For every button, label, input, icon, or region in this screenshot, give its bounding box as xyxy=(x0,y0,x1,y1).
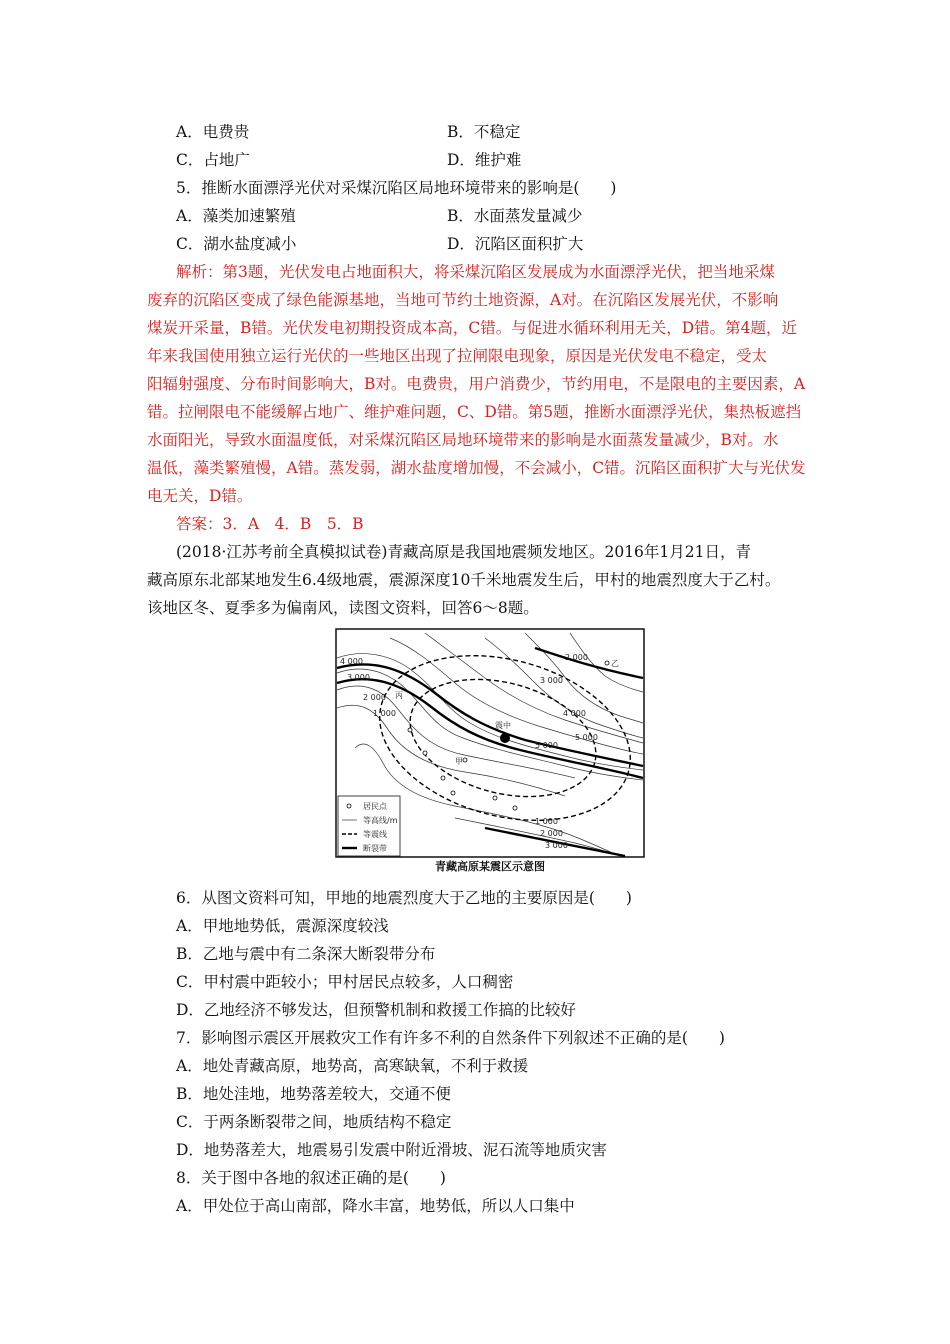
q6-option-c: C．甲村震中距较小；甲村居民点较多，人口稠密 xyxy=(176,973,514,991)
contour-label: 1 000 xyxy=(373,709,396,718)
q7-option-d: D．地势落差大，地震易引发震中附近滑坡、泥石流等地质灾害 xyxy=(176,1141,607,1159)
analysis-line-4: 年来我国使用独立运行光伏的一些地区出现了拉闸限电现象，原因是光伏发电不稳定，受太 xyxy=(147,347,768,365)
analysis-line-8: 温低，藻类繁殖慢，A错。蒸发弱，湖水盐度增加慢，不会减小，C错。沉陷区面积扩大与光伏发 xyxy=(147,459,806,477)
legend-settlement-icon xyxy=(347,804,351,808)
contour-label: 3 000 xyxy=(347,673,370,682)
label-yi: 乙 xyxy=(611,659,619,668)
q8-stem: 8．关于图中各地的叙述正确的是( ) xyxy=(176,1169,446,1187)
contour-label: 2 000 xyxy=(565,653,588,662)
analysis-label: 解析： xyxy=(176,263,223,281)
analysis-line-3: 煤炭开采量，B错。光伏发电初期投资成本高，C错。与促进水循环利用无关，D错。第4题，近 xyxy=(147,319,798,337)
legend-isoseismal: 等震线 xyxy=(363,830,387,839)
map-legend xyxy=(338,796,400,856)
analysis-line-6: 错。拉闸限电不能缓解占地广、维护难问题，C、D错。第5题，推断水面漂浮光伏，集热板遮挡 xyxy=(147,403,802,421)
answer-label: 答案： xyxy=(176,515,223,533)
answer-line xyxy=(176,510,364,538)
contour-label: 2 000 xyxy=(540,829,563,838)
intro-line-1: (2018·江苏考前全真模拟试卷)青藏高原是我国地震频发地区。2016年1月21日，青 xyxy=(176,543,752,561)
legend-contour: 等高线/m xyxy=(363,816,398,825)
contour-label: 4 000 xyxy=(563,709,586,718)
q7-stem: 7．影响图示震区开展救灾工作有许多不利的自然条件下列叙述不正确的是( ) xyxy=(176,1029,725,1047)
label-bing: 丙 xyxy=(395,691,403,700)
contour-label: 5 000 xyxy=(575,733,598,742)
legend-settlement: 居民点 xyxy=(363,802,387,811)
q7-option-c: C．于两条断裂带之间，地质结构不稳定 xyxy=(176,1113,452,1131)
q6-option-b: B．乙地与震中有二条深大断裂带分布 xyxy=(176,945,436,963)
q4-option-c: C．占地广 xyxy=(176,151,250,169)
analysis-line-5: 阳辐射强度、分布时间影响大，B对。电费贵，用户消费少，节约用电，不是限电的主要因素，A xyxy=(147,375,806,393)
contour-label: 3 000 xyxy=(540,676,563,685)
intro-line-2: 藏高原东北部某地发生6.4级地震，震源深度10千米地震发生后，甲村的地震烈度大于乙村。 xyxy=(147,571,781,589)
q6-option-d: D．乙地经济不够发达，但预警机制和救援工作搞的比较好 xyxy=(176,1001,576,1019)
contour-label: 5 000 xyxy=(535,741,558,750)
q5-option-d: D．沉陷区面积扩大 xyxy=(447,235,584,253)
q6-option-a: A．甲地地势低，震源深度较浅 xyxy=(176,917,389,935)
q6-stem: 6．从图文资料可知，甲地的地震烈度大于乙地的主要原因是( ) xyxy=(176,889,632,907)
q5-option-b: B．水面蒸发量减少 xyxy=(447,207,583,225)
contour-label: 3 000 xyxy=(545,841,568,850)
contour-label: 4 000 xyxy=(340,657,363,666)
analysis-line-2: 废弃的沉陷区变成了绿色能源基地，当地可节约土地资源，A对。在沉陷区发展光伏，不影响 xyxy=(147,291,779,309)
legend-fault: 断裂带 xyxy=(363,844,387,853)
q8-option-a: A．甲处位于高山南部，降水丰富，地势低，所以人口集中 xyxy=(176,1197,575,1215)
q4-option-b: B．不稳定 xyxy=(447,123,521,141)
q4-option-a: A．电费贵 xyxy=(176,123,250,141)
label-epicenter: 震中 xyxy=(495,721,511,730)
q5-stem: 5．推断水面漂浮光伏对采煤沉陷区局地环境带来的影响是( ) xyxy=(176,179,617,197)
q7-option-b: B．地处洼地，地势落差较大，交通不便 xyxy=(176,1085,451,1103)
intro-line-3: 该地区冬、夏季多为偏南风，读图文资料，回答6～8题。 xyxy=(147,599,539,617)
analysis-line-1: 解析：第3题，光伏发电占地面积大，将采煤沉陷区发展成为水面漂浮光伏，把当地采煤 xyxy=(176,263,775,281)
contour-label: 1 000 xyxy=(535,817,558,826)
earthquake-map xyxy=(335,628,645,858)
map-caption: 青藏高原某震区示意图 xyxy=(435,860,545,873)
q4-option-d: D．维护难 xyxy=(447,151,522,169)
q5-option-a: A．藻类加速繁殖 xyxy=(176,207,296,225)
q5-option-c: C．湖水盐度减小 xyxy=(176,235,297,253)
answer-text: 3．A 4．B 5．B xyxy=(222,515,364,533)
analysis-line-9: 电无关，D错。 xyxy=(147,487,253,505)
label-jia: 甲 xyxy=(455,757,463,766)
analysis-line-7: 水面阳光，导致水面温度低，对采煤沉陷区局地环境带来的影响是水面蒸发量减少，B对。水 xyxy=(147,431,779,449)
contour-label: 2 000 xyxy=(363,693,386,702)
epicenter-marker xyxy=(500,733,510,743)
q7-option-a: A．地处青藏高原，地势高，高寒缺氧，不利于救援 xyxy=(176,1057,529,1075)
